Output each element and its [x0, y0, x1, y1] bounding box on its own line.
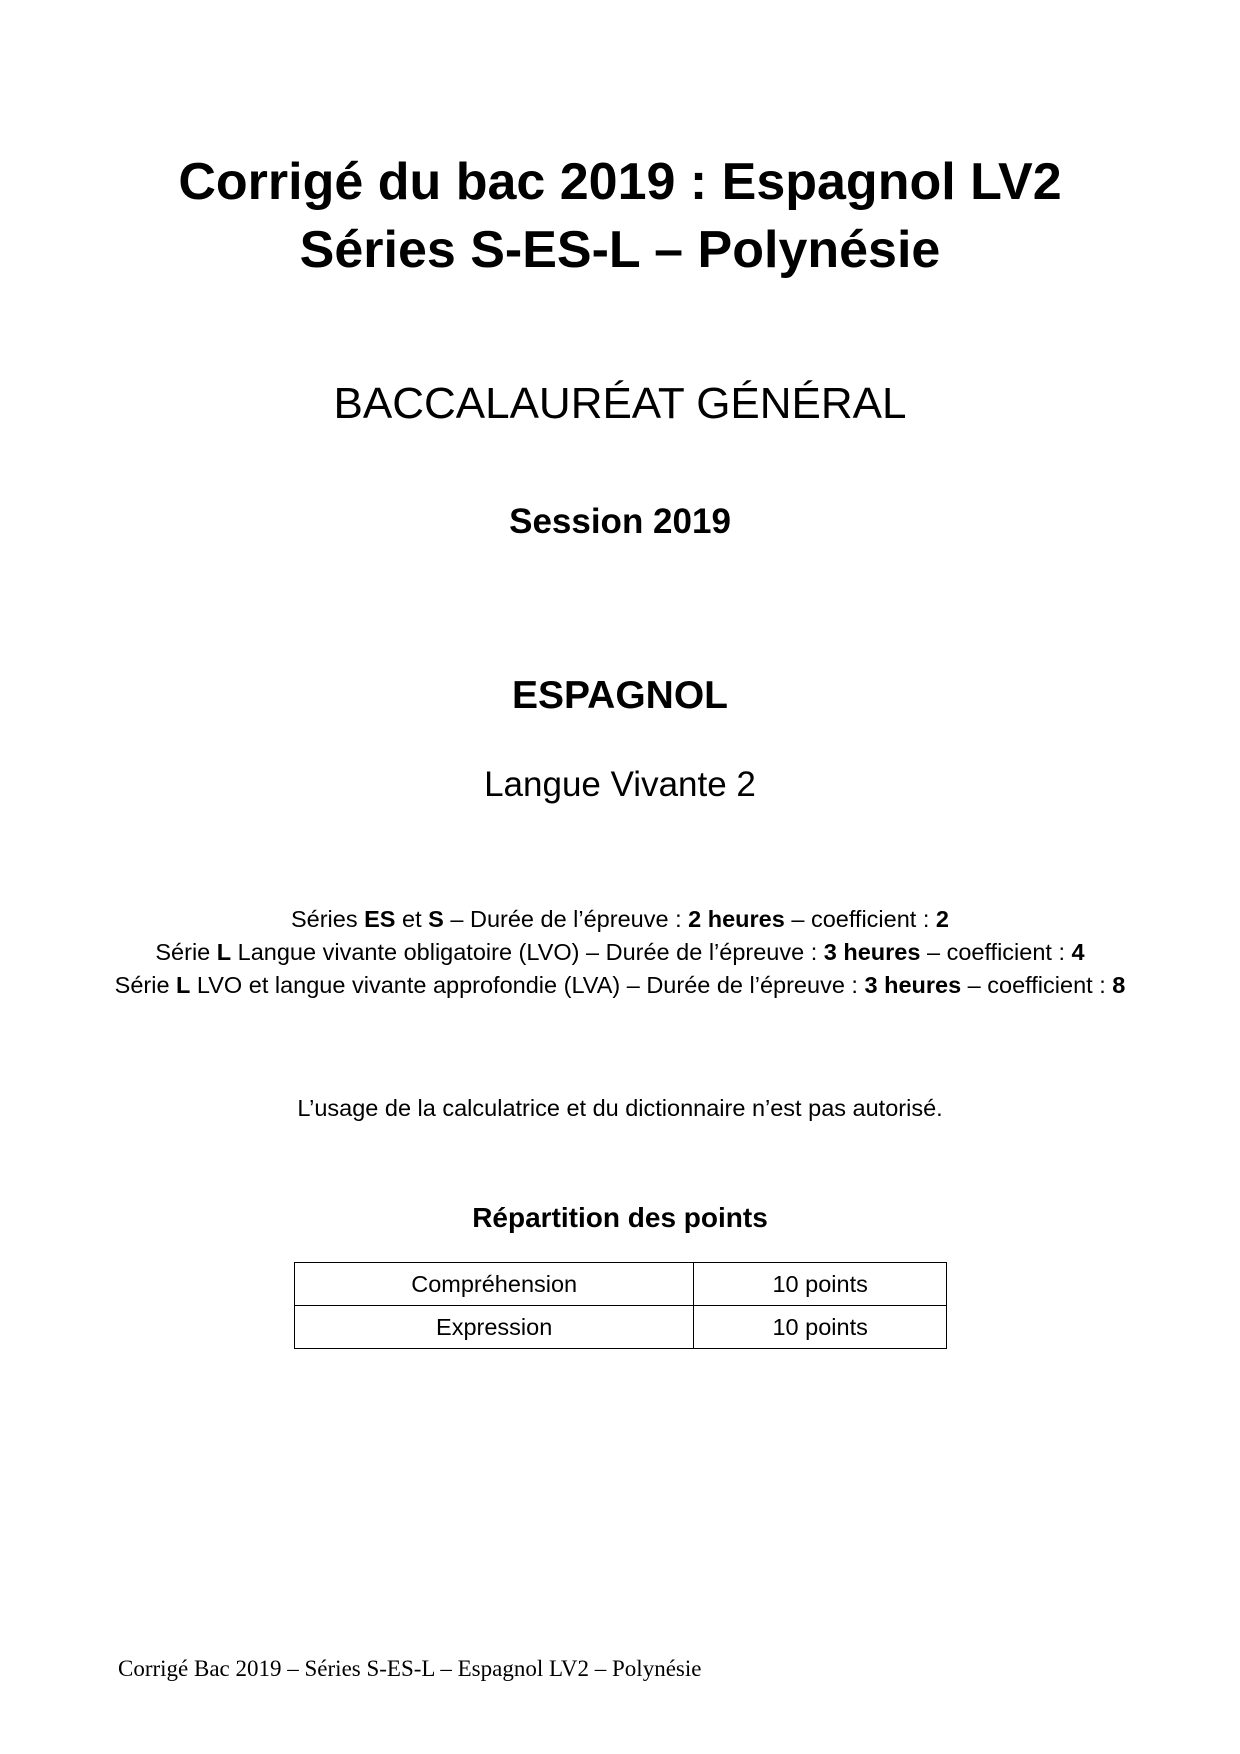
- series-line-l-lvo: Série L Langue vivante obligatoire (LVO) – Durée de l’épreuve : 3 heures – coefficient : 4: [155, 939, 1085, 965]
- points-title: Répartition des points: [472, 1202, 768, 1233]
- table-row: [295, 1263, 947, 1306]
- exam-session: Session 2019: [509, 502, 731, 541]
- points-table: [294, 1262, 947, 1349]
- usage-note: L’usage de la calculatrice et du dictionnaire n’est pas autorisé.: [297, 1095, 943, 1121]
- title-line-1: Corrigé du bac 2019 : Espagnol LV2: [178, 153, 1062, 211]
- points-label-cell: Expression: [295, 1306, 694, 1349]
- series-line-es-s: Séries ES et S – Durée de l’épreuve : 2 heures – coefficient : 2: [290, 906, 949, 932]
- exam-level: Langue Vivante 2: [484, 765, 756, 804]
- page-footer: Corrigé Bac 2019 – Séries S-ES-L – Espagnol LV2 – Polynésie: [118, 1656, 702, 1681]
- points-value-cell: 10 points: [694, 1306, 947, 1349]
- series-info: [0, 903, 1240, 1002]
- exam-subject: ESPAGNOL: [512, 674, 728, 717]
- points-value-cell: 10 points: [694, 1263, 947, 1306]
- table-row: [295, 1306, 947, 1349]
- points-label-cell: Compréhension: [295, 1263, 694, 1306]
- document-title: [0, 148, 1240, 284]
- title-line-2: Séries S-ES-L – Polynésie: [299, 221, 941, 279]
- series-line-l-lva: Série L LVO et langue vivante approfondie (LVA) – Durée de l’épreuve : 3 heures – coefficient : 8: [114, 972, 1126, 998]
- exam-name: BACCALAURÉAT GÉNÉRAL: [333, 379, 907, 428]
